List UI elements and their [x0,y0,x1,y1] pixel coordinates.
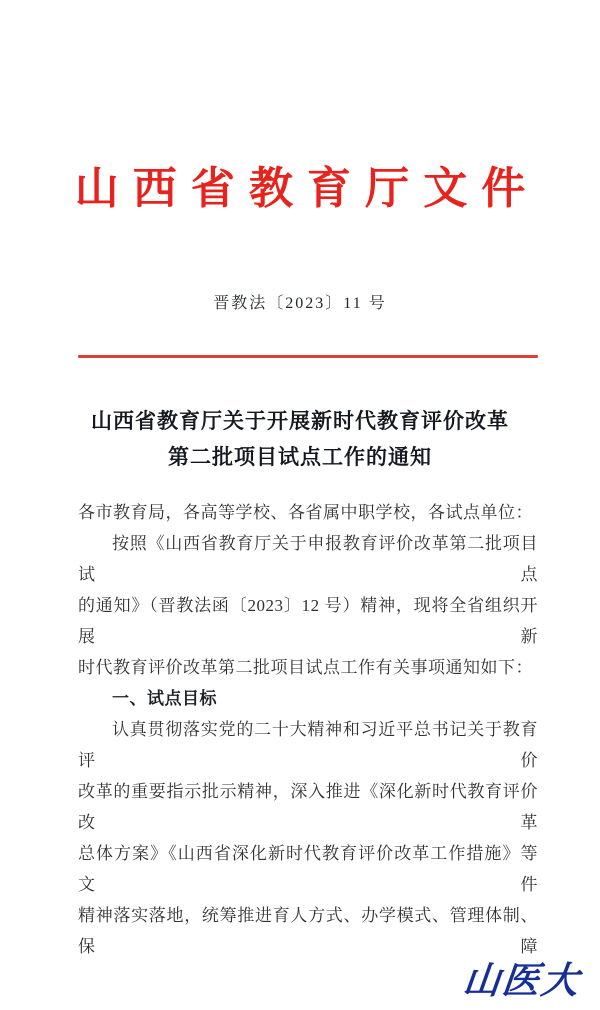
document-body [0,497,600,962]
body-line: 按照《山西省教育厅关于申报教育评价改革第二批项目试点 [78,534,538,584]
body-line: 时代教育评价改革第二批项目试点工作有关事项通知如下： [78,658,533,677]
red-divider-line [78,355,538,358]
body-line: 精神落实落地，统筹推进育人方式、办学模式、管理体制、保障 [78,906,538,956]
body-line: 认真贯彻落实党的二十大精神和习近平总书记关于教育评价 [78,720,538,770]
section-heading: 一、试点目标 [112,689,217,708]
salutation-line: 各市教育局，各高等学校、各省属中职学校，各试点单位： [78,503,533,522]
document-number: 晋教法〔2023〕11 号 [213,295,387,312]
document-title-line-2: 第二批项目试点工作的通知 [168,445,432,469]
document-title [0,403,600,475]
letterhead-title: 山西省教育厅文件 [74,164,540,213]
document-page [0,163,600,1010]
body-line: 总体方案》《山西省深化新时代教育评价改革工作措施》等文件 [78,844,538,894]
university-watermark-logo: 山医大 [460,961,583,1002]
body-line: 改革的重要指示批示精神，深入推进《深化新时代教育评价改革 [78,782,538,832]
body-line: 的通知》（晋教法函〔2023〕12 号）精神，现将全省组织开展新 [78,596,538,646]
document-title-line-1: 山西省教育厅关于开展新时代教育评价改革 [91,409,509,433]
